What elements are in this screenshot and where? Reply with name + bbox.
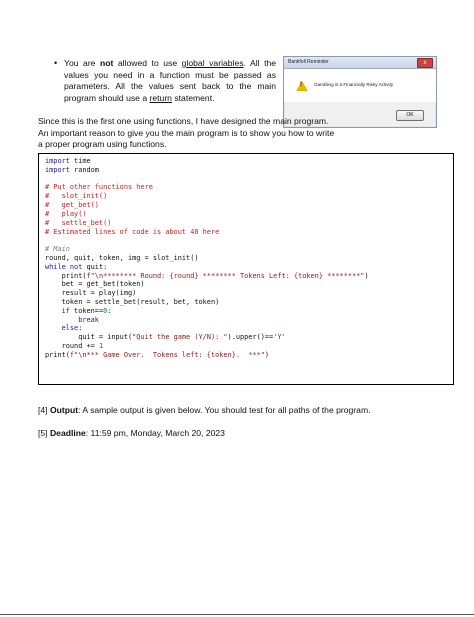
bullet-return: return (149, 92, 172, 103)
intro-paragraph: Since this is the first one using functions, I have designed the main program. An important reason to give you the main program is to show you how to write a proper program using functions. (38, 116, 335, 150)
code-line: bet = get_bet(token) (45, 280, 145, 289)
code-text: print( (45, 350, 70, 359)
bullet-dot: • (54, 58, 58, 68)
bullet-global-variables: global variables (181, 58, 244, 68)
code-string: f"\n*** Game Over. Tokens left: {token}. ***" (69, 350, 265, 359)
code-line (45, 333, 447, 342)
warning-icon-mark: ! (300, 82, 302, 88)
dialog-title-bar (284, 57, 436, 69)
code-line (45, 263, 447, 272)
code-text: : (107, 306, 112, 315)
code-number: 1 (98, 342, 104, 351)
code-line: token = settle_bet(result, bet, token) (45, 298, 220, 306)
code-keyword: import (45, 157, 70, 165)
code-keyword: break (45, 315, 99, 324)
code-text: round += (45, 342, 99, 351)
output-label: Output (49, 405, 79, 415)
code-line (45, 175, 447, 184)
output-number: [4] (38, 405, 50, 415)
code-line: result = play(img) (45, 289, 137, 298)
dialog-message: Gambling is a Financially Risky Activity (314, 82, 394, 87)
code-line (45, 324, 447, 333)
deadline-label: Deadline (49, 428, 86, 438)
code-number: 0 (103, 306, 108, 315)
code-comment: # get_bet() (45, 201, 99, 210)
code-comment-main: # Main (45, 245, 70, 254)
code-comment: # Estimated lines of code is about 40 here (45, 227, 220, 236)
bullet-text-4: statement. (171, 92, 215, 103)
code-comment: # play() (45, 209, 87, 218)
bullet-not: not (100, 58, 114, 68)
rules-bullet (54, 58, 277, 104)
bullet-text-2: allowed to use (113, 58, 182, 68)
code-text: ) (264, 350, 270, 359)
code-text: ) (364, 271, 369, 280)
page-bottom-rule (0, 614, 474, 615)
code-string: 'Y' (273, 333, 286, 342)
output-section (38, 405, 371, 416)
code-comment: # slot_init() (45, 192, 108, 201)
code-line (45, 351, 447, 360)
output-text: : A sample output is given below. You should test for all paths of the program. (78, 405, 371, 415)
code-string: "Quit the game (Y/N): " (132, 333, 228, 342)
code-comment: # settle_bet() (45, 218, 112, 227)
code-string: f"\n******** Round: {round} ******** Tokens Left: {token} ********" (86, 271, 365, 280)
warning-icon (296, 81, 308, 91)
code-text: : (78, 324, 83, 333)
bullet-text-3: . All the values you need in a function must be passed as parameters. All the values sent back to the main program should use a (64, 58, 277, 103)
deadline-section (38, 428, 225, 439)
code-text: time (69, 157, 91, 165)
code-text: print( (45, 271, 87, 280)
code-text: quit = input( (45, 333, 133, 342)
dialog-title: Bankfoll Reminder (288, 59, 329, 65)
dialog-body (284, 69, 436, 102)
code-keyword: else (45, 324, 79, 333)
code-keyword: if (45, 306, 70, 315)
code-text: random (69, 165, 99, 174)
deadline-number: [5] (38, 428, 50, 438)
code-text: ).upper()== (227, 333, 274, 342)
code-line (45, 166, 447, 175)
code-line (45, 307, 447, 316)
code-line: round, quit, token, img = slot_init() (45, 253, 199, 262)
code-line (45, 157, 447, 166)
code-line (45, 342, 447, 351)
bullet-text-1: You are (64, 58, 100, 68)
code-keyword: import (45, 165, 70, 174)
code-line (45, 236, 447, 245)
dialog-close-button[interactable]: x (417, 58, 433, 68)
code-line (45, 272, 447, 281)
code-text: quit: (82, 262, 108, 271)
code-text: token== (69, 306, 104, 315)
code-comment: # Put other functions here (45, 183, 153, 192)
dialog-ok-button[interactable]: OK (396, 110, 424, 121)
deadline-text: : 11:59 pm, Monday, March 20, 2023 (85, 428, 225, 438)
code-block (38, 153, 454, 385)
code-line (45, 316, 447, 325)
code-keyword: while not (45, 262, 83, 271)
